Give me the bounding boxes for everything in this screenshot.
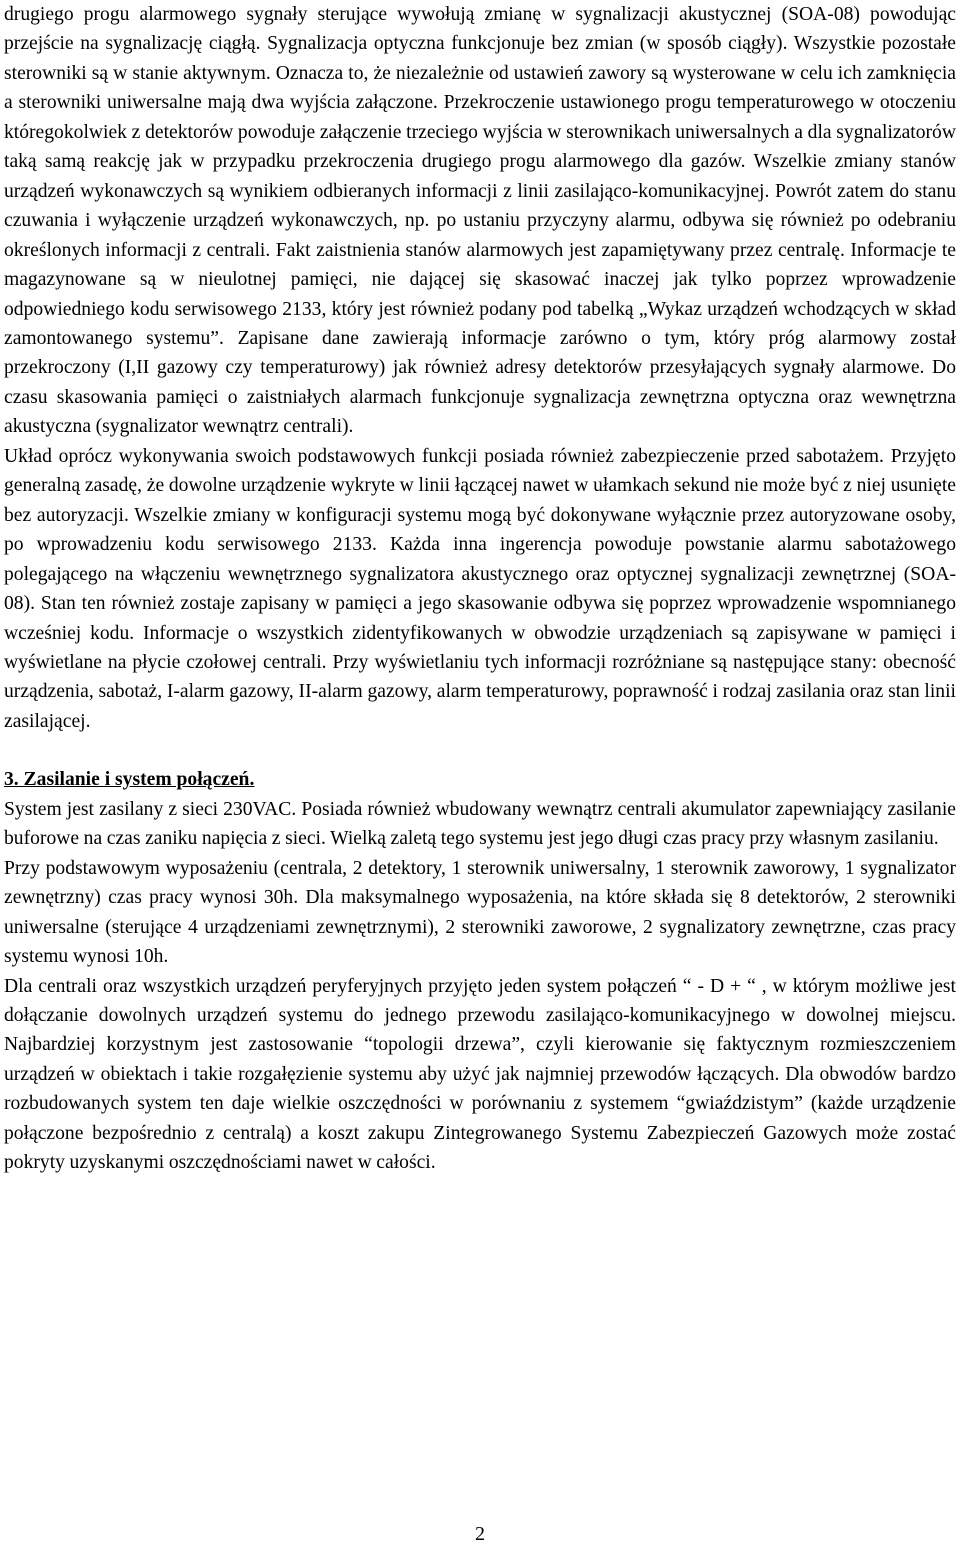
document-page (4, 0, 956, 1178)
section-gap (4, 736, 956, 765)
paragraph-connection-system: Dla centrali oraz wszystkich urządzeń peryferyjnych przyjęto jeden system połączeń “ - D + “ , w którym możliwe jest dołączanie dowolnych urządzeń systemu do jednego przewodu zasilająco-komunikacyjnego w dowolnej miejscu. Najbardziej korzystnym jest zastosowanie “topologii drzewa”, czyli kierowanie się faktycznym rozmieszczeniem urządzeń w obiektach i takie rozgałęzienie systemu aby użyć jak najmniej przewodów łączących. Dla obwodów bardzo rozbudowanych system ten daje wielkie oszczędności w porównaniu z systemem “gwiaździstym” (każde urządzenie połączone bezpośrednio z centralą) a koszt zakupu Zintegrowanego Systemu Zabezpieczeń Gazowych może zostać pokryty uzyskanymi oszczędnościami nawet w całości. (4, 975, 956, 1174)
paragraph-power-supply: System jest zasilany z sieci 230VAC. Posiada również wbudowany wewnątrz centrali akumulator zapewniający zasilanie buforowe na czas zaniku napięcia z sieci. Wielką zaletą tego systemu jest jego długi czas pracy przy własnym zasilaniu. (4, 798, 956, 850)
paragraph-operating-time: Przy podstawowym wyposażeniu (centrala, 2 detektory, 1 sterownik uniwersalny, 1 sterownik zaworowy, 1 sygnalizator zewnętrzny) czas pracy wynosi 30h. Dla maksymalnego wyposażenia, na które składa się 8 detektorów, 2 sterowniki uniwersalne (sterujące 4 urządzeniami zewnętrznymi), 2 sterowniki zaworowe, 2 sygnalizatory zewnętrzne, czas pracy systemu wynosi 10h. (4, 857, 956, 968)
page-number: 2 (475, 1523, 485, 1545)
paragraph-sabotage-protection: Układ oprócz wykonywania swoich podstawowych funkcji posiada również zabezpieczenie przed sabotażem. Przyjęto generalną zasadę, że dowolne urządzenie wykryte w linii łączącej nawet w ułamkach sekund nie może być z niej usunięte bez autoryzacji. Wszelkie zmiany w konfiguracji systemu mogą być dokonywane wyłącznie przez autoryzowane osoby, po wprowadzeniu kodu serwisowego 2133. Każda inna ingerencja powoduje powstanie alarmu sabotażowego polegającego na włączeniu wewnętrznego sygnalizatora akustycznego oraz optycznej sygnalizacji zewnętrznej (SOA-08). Stan ten również zostaje zapisany w pamięci a jego skasowanie odbywa się poprzez wprowadzenie wspomnianego wcześniej kodu. Informacje o wszystkich zidentyfikowanych w obwodzie urządzeniach są zapisywane w pamięci i wyświetlane na płycie czołowej centrali. Przy wyświetlaniu tych informacji rozróżniane są następujące stany: obecność urządzenia, sabotaż, I-alarm gazowy, II-alarm gazowy, alarm temperaturowy, poprawność i rodzaj zasilania oraz stan linii zasilającej. (4, 445, 956, 732)
paragraph-alarm-states: drugiego progu alarmowego sygnały sterujące wywołują zmianę w sygnalizacji akustycznej (SOA-08) powodując przejście na sygnalizację ciągłą. Sygnalizacja optyczna funkcjonuje bez zmian (w sposób ciągły). Wszystkie pozostałe sterowniki są w stanie aktywnym. Oznacza to, że niezależnie od ustawień zawory są wysterowane w celu ich zamknięcia a sterowniki uniwersalne mają dwa wyjścia załączone. Przekroczenie ustawionego progu temperaturowego w otoczeniu któregokolwiek z detektorów powoduje załączenie trzeciego wyjścia w sterownikach uniwersalnych a dla sygnalizatorów taką samą reakcję jak w przypadku przekroczenia drugiego progu alarmowego dla gazów. Wszelkie zmiany stanów urządzeń wykonawczych są wynikiem odbieranych informacji z linii zasilająco-komunikacyjnej. Powrót zatem do stanu czuwania i wyłączenie urządzeń wykonawczych, np. po ustaniu przyczyny alarmu, odbywa się również po odebraniu określonych informacji z centrali. Fakt zaistnienia stanów alarmowych jest zapamiętywany przez centralę. Informacje te magazynowane są w nieulotnej pamięci, nie dającej się skasować inaczej jak tylko poprzez wprowadzenie odpowiedniego kodu serwisowego 2133, który jest również podany pod tabelką „Wykaz urządzeń wchodzących w skład zamontowanego systemu”. Zapisane dane zawierają informacje zarówno o tym, który próg alarmowy został przekroczony (I,II gazowy czy temperaturowy) jak również adresy detektorów przesyłających sygnały alarmowe. Do czasu skasowania pamięci o zaistniałych alarmach funkcjonuje sygnalizacja zewnętrzna optyczna oraz wewnętrzna akustyczna (sygnalizator wewnątrz centrali). (4, 4, 956, 438)
section-heading: 3. Zasilanie i system połączeń. (4, 769, 255, 791)
